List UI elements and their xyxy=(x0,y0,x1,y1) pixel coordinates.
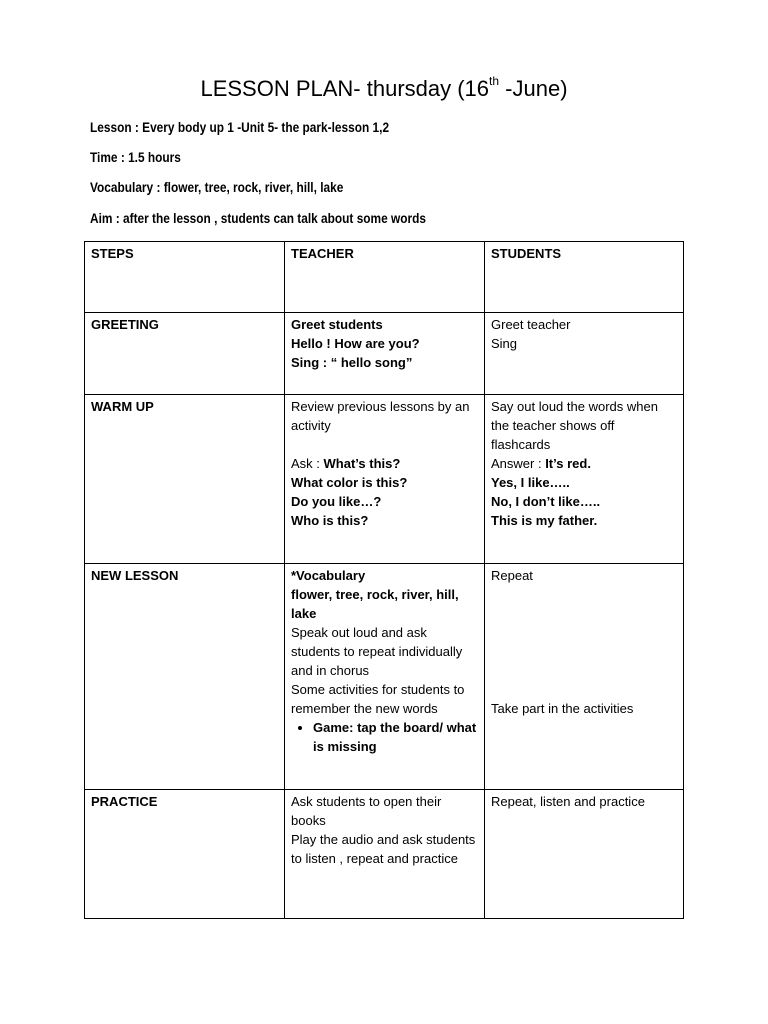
lesson-line: Lesson : Every body up 1 -Unit 5- the park-lesson 1,2 xyxy=(90,120,390,135)
aim-line: Aim : after the lesson , students can talk about some words xyxy=(90,211,427,226)
spacer xyxy=(491,642,677,661)
newlesson-text: Speak out loud and ask students to repeat individually and in chorus xyxy=(291,625,463,678)
greeting-students-cell xyxy=(485,313,684,395)
step-new-lesson: NEW LESSON xyxy=(85,564,285,790)
title-end: -June) xyxy=(499,76,568,101)
table-row-warmup xyxy=(85,395,684,564)
newlesson-students-line: Take part in the activities xyxy=(491,701,634,716)
warmup-students-cell xyxy=(485,395,684,564)
answer-line: This is my father. xyxy=(491,513,598,528)
page-title xyxy=(0,76,768,102)
spacer xyxy=(291,435,478,454)
time-line: Time : 1.5 hours xyxy=(90,150,181,165)
step-warmup: WARM UP xyxy=(85,395,285,564)
spacer xyxy=(491,623,677,642)
lesson-plan-table xyxy=(84,241,684,919)
ask-question: What color is this? xyxy=(291,475,408,490)
practice-teacher-text: Ask students to open their books xyxy=(291,794,442,828)
greeting-students-line: Greet teacher xyxy=(491,317,571,332)
newlesson-students-line: Repeat xyxy=(491,568,533,583)
step-greeting: GREETING xyxy=(85,313,285,395)
newlesson-teacher-cell xyxy=(285,564,485,790)
vocabulary-line: Vocabulary : flower, tree, rock, river, hill, lake xyxy=(90,180,344,195)
answer-line: No, I don’t like….. xyxy=(491,494,601,509)
title-superscript: th xyxy=(489,74,500,88)
game-item: • Game: tap the board/ what is missing xyxy=(313,718,478,756)
vocab-words: flower, tree, rock, river, hill, lake xyxy=(291,587,459,621)
newlesson-text: Some activities for students to remember the new words xyxy=(291,682,465,716)
table-row-new-lesson xyxy=(85,564,684,790)
practice-students-cell: Repeat, listen and practice xyxy=(485,790,684,919)
warmup-teacher-intro: Review previous lessons by an activity xyxy=(291,399,470,433)
answer-prefix: Answer : xyxy=(491,456,546,471)
greeting-teacher-line: Hello ! How are you? xyxy=(291,336,420,351)
ask-question: What’s this? xyxy=(323,456,401,471)
table-row-greeting xyxy=(85,313,684,395)
warmup-teacher-cell xyxy=(285,395,485,564)
table-header-row xyxy=(85,242,684,313)
practice-teacher-cell xyxy=(285,790,485,919)
newlesson-students-cell xyxy=(485,564,684,790)
title-text: LESSON PLAN- thursday (16 xyxy=(200,76,490,101)
spacer xyxy=(491,661,677,680)
practice-teacher-text: Play the audio and ask students to listen , repeat and practice xyxy=(291,832,476,866)
ask-prefix: Ask : xyxy=(291,456,324,471)
step-practice: PRACTICE xyxy=(85,790,285,919)
spacer xyxy=(491,680,677,699)
greeting-teacher-line: Greet students xyxy=(291,317,383,332)
ask-question: Do you like…? xyxy=(291,494,382,509)
greeting-teacher-line: Sing : “ hello song” xyxy=(291,355,413,370)
ask-question: Who is this? xyxy=(291,513,369,528)
header-teacher: TEACHER xyxy=(285,242,485,313)
vocab-heading: *Vocabulary xyxy=(291,568,366,583)
greeting-teacher-cell xyxy=(285,313,485,395)
table-row-practice xyxy=(85,790,684,919)
answer-line: Yes, I like….. xyxy=(491,475,570,490)
greeting-students-line: Sing xyxy=(491,336,518,351)
spacer xyxy=(491,604,677,623)
warmup-students-intro: Say out loud the words when the teacher shows off flashcards xyxy=(491,399,658,452)
answer-line: It’s red. xyxy=(545,456,591,471)
header-students: STUDENTS xyxy=(485,242,684,313)
activity-list xyxy=(291,718,478,756)
spacer xyxy=(491,585,677,604)
header-steps: STEPS xyxy=(85,242,285,313)
